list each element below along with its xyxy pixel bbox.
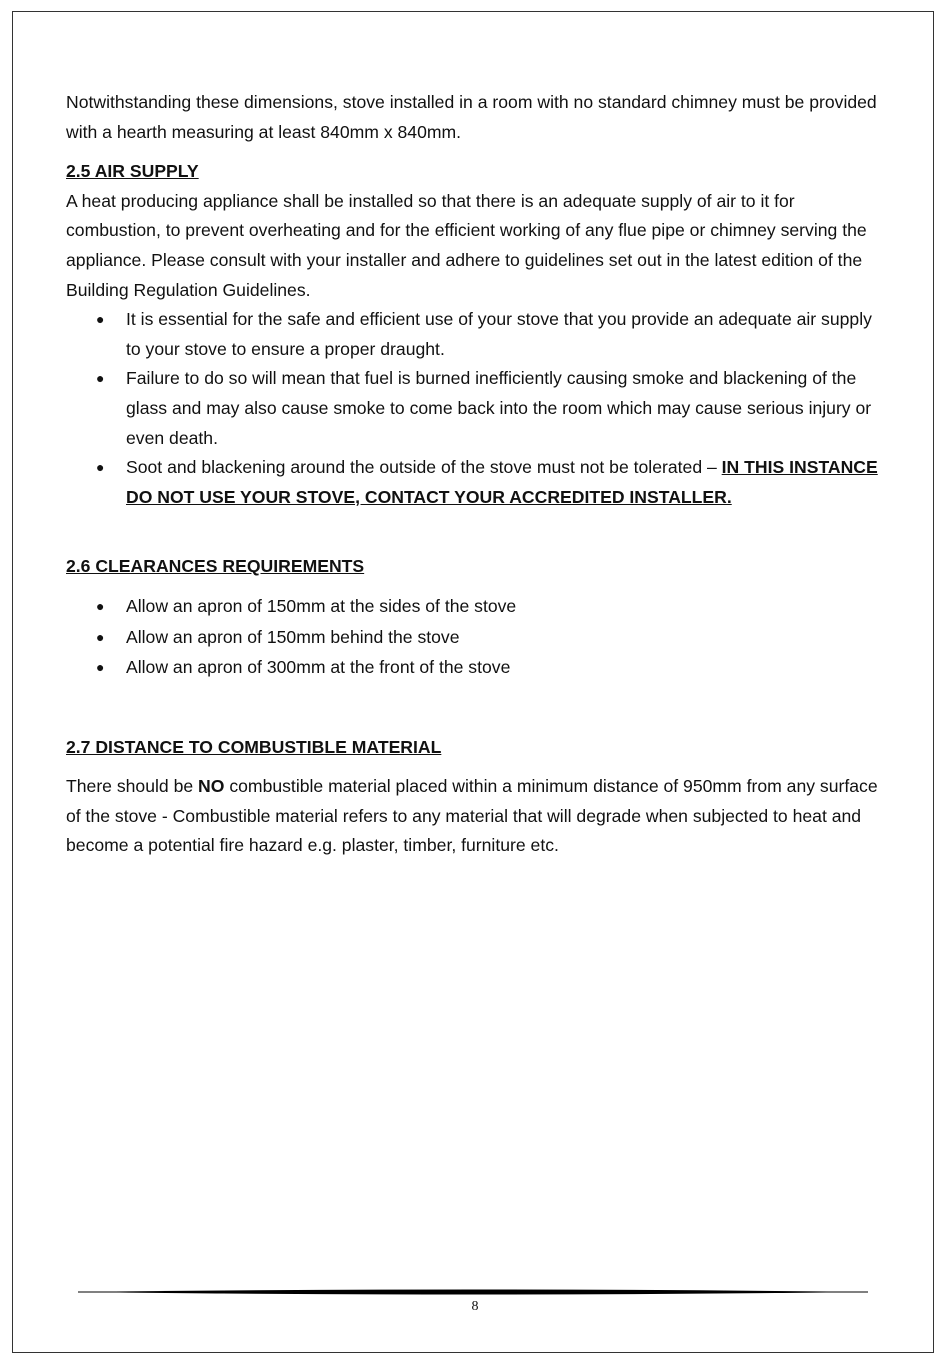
list-item <box>66 592 881 622</box>
distance-body-end: combustible material placed within a minimum distance of 950mm from any surface of the stove - Combustible material refers to any material that will degrade when subjected to heat and become a potential fire hazard e.g. plaster, timber, furniture etc. <box>66 776 878 856</box>
bullet-icon: ● <box>96 628 105 645</box>
list-item-text: It is essential for the safe and efficient use of your stove that you provide an adequate air supply to your stove to ensure a proper draught. <box>126 309 872 359</box>
bullet-icon: ● <box>96 370 105 387</box>
distance-body-start: There should be <box>66 776 199 797</box>
air-supply-heading: 2.5 AIR SUPPLY <box>66 161 199 182</box>
bullet-icon: ● <box>96 659 105 676</box>
list-item <box>66 623 881 653</box>
section-distance <box>66 733 881 861</box>
list-item-text: Allow an apron of 150mm behind the stove <box>126 626 460 647</box>
section-air-supply <box>66 157 881 512</box>
list-item <box>66 364 881 453</box>
list-item <box>66 305 881 364</box>
document-content <box>66 88 881 861</box>
distance-body <box>66 772 881 861</box>
list-item-text: Soot and blackening around the outside of the stove must not be tolerated – <box>126 457 722 478</box>
section-clearances <box>66 552 881 682</box>
page-number: 8 <box>471 1299 479 1314</box>
air-supply-bullet-list <box>66 305 881 512</box>
list-item-text: Allow an apron of 150mm at the sides of the stove <box>126 595 517 616</box>
list-item <box>66 653 881 683</box>
list-item-text: Allow an apron of 300mm at the front of the stove <box>126 657 511 678</box>
intro-paragraph: Notwithstanding these dimensions, stove installed in a room with no standard chimney must be provided with a hearth measuring at least 840mm x 840mm. <box>66 92 877 142</box>
clearances-heading: 2.6 CLEARANCES REQUIREMENTS <box>66 556 365 577</box>
clearances-bullet-list <box>66 592 881 683</box>
list-item-text: Failure to do so will mean that fuel is burned inefficiently causing smoke and blackening of the glass and may also cause smoke to come back into the room which may cause serious injury or even death. <box>126 368 872 448</box>
distance-body-bold: NO <box>198 776 225 797</box>
warning-emphasis: IN THIS INSTANCE DO NOT USE YOUR STOVE, CONTACT YOUR ACCREDITED INSTALLER. <box>126 457 878 507</box>
list-item <box>66 453 881 512</box>
bullet-icon: ● <box>96 597 105 614</box>
footer-divider <box>78 1285 868 1299</box>
distance-heading: 2.7 DISTANCE TO COMBUSTIBLE MATERIAL <box>66 736 442 757</box>
bullet-icon: ● <box>96 459 105 476</box>
bullet-icon: ● <box>96 311 105 328</box>
air-supply-body: A heat producing appliance shall be installed so that there is an adequate supply of air to it for combustion, to prevent overheating and for the efficient working of any flue pipe or chimney serving the appliance. Please consult with your installer and adhere to guidelines set out in the latest edition of the Building Regulation Guidelines. <box>66 190 867 300</box>
